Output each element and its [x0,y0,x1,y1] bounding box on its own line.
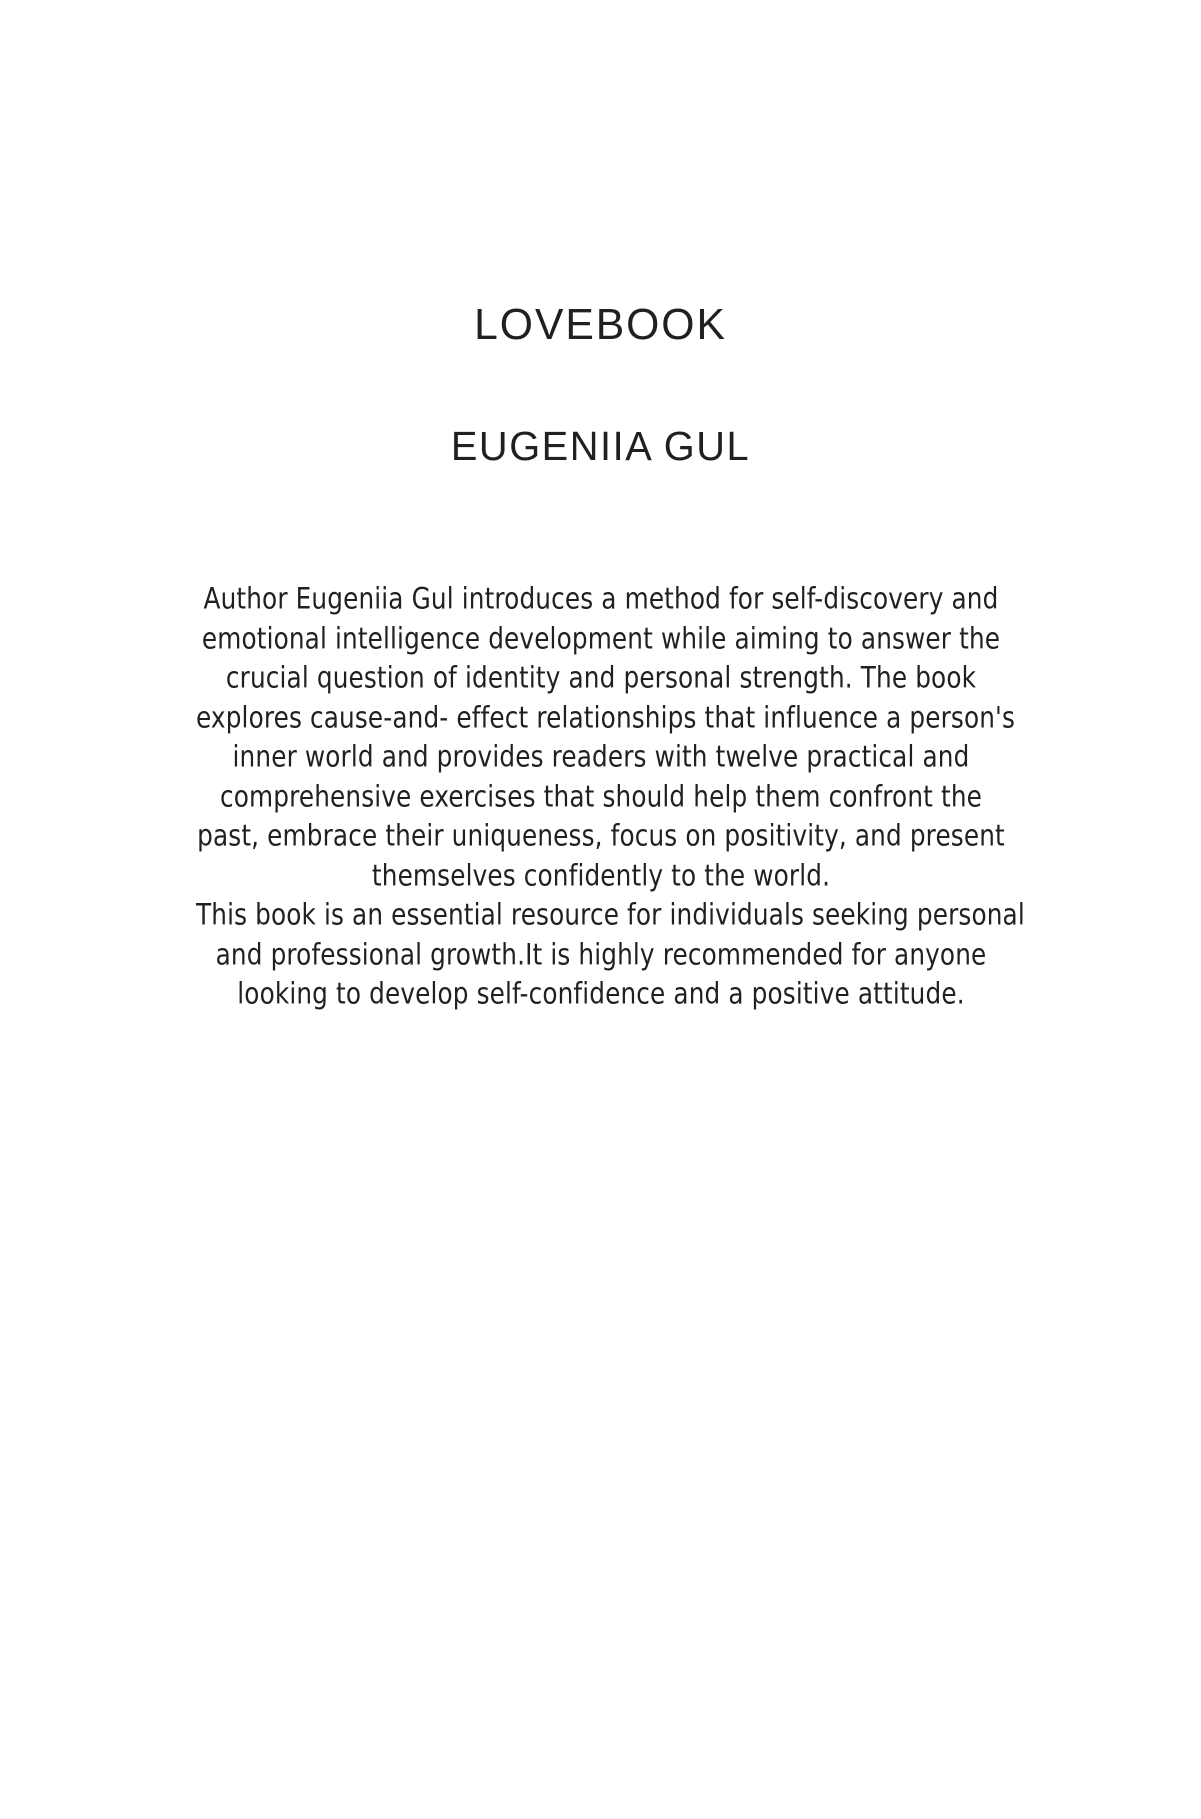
description-line: comprehensive exercises that should help them confront the [219,779,982,814]
description-paragraph-2 [151,896,1051,1015]
page-blank-area [0,1100,1201,1819]
description-line: explores cause-and- effect relationships that influence a person's [195,700,1015,735]
description-line: crucial question of identity and personal strength. The book [225,660,976,695]
author-name: EUGENIIA GUL [450,422,751,469]
title-block [0,300,1201,470]
description-line: Author Eugeniia Gul introduces a method for self-discovery and [203,581,998,616]
book-description [151,580,1051,1015]
description-line: past, embrace their uniqueness, focus on positivity, and present [196,818,1005,853]
description-line: emotional intelligence development while aiming to answer the [201,621,1000,656]
page-title: LOVEBOOK [474,300,727,349]
description-line: and professional growth.It is highly recommended for anyone [215,937,986,972]
description-line: inner world and provides readers with twelve practical and [232,739,969,774]
description-line: themselves confidently to the world. [371,858,830,893]
description-line: looking to develop self-confidence and a positive attitude. [236,976,965,1011]
description-line: This book is an essential resource for individuals seeking personal [195,897,1025,932]
description-paragraph-1 [151,580,1051,896]
